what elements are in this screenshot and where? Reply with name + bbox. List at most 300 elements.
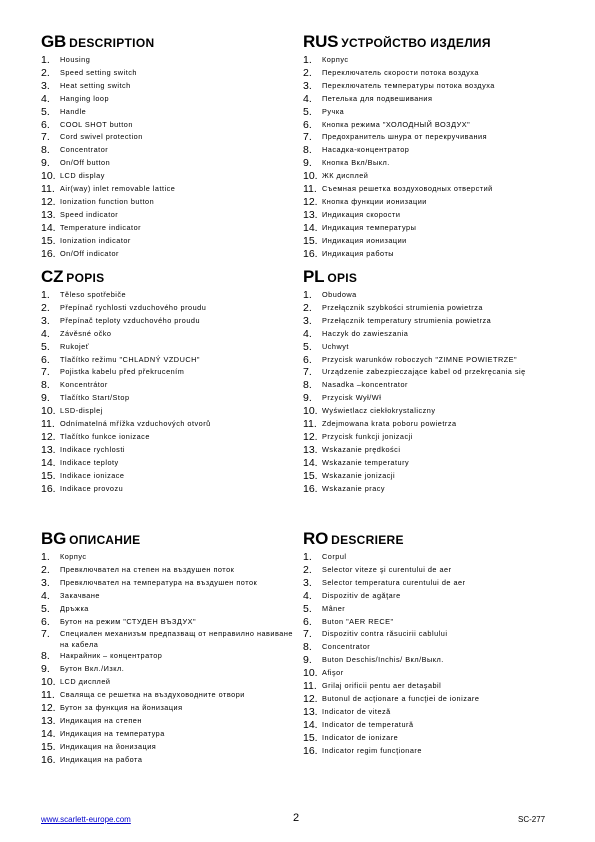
list-item	[303, 196, 565, 209]
section-cz	[41, 267, 303, 496]
item-number: 5.	[303, 105, 312, 118]
item-number: 1.	[303, 551, 312, 563]
list-item	[303, 745, 565, 758]
parts-list	[41, 54, 303, 261]
item-label: Indicator regim funcţionare	[322, 745, 422, 755]
parts-list	[41, 289, 303, 496]
item-label: Speed indicator	[60, 209, 119, 219]
section-title	[303, 267, 565, 289]
item-number: 1.	[303, 289, 312, 301]
item-number: 16.	[303, 744, 318, 757]
item-label: Закачване	[60, 590, 100, 600]
parts-list	[303, 551, 565, 758]
list-item	[41, 157, 303, 170]
item-number: 4.	[41, 327, 50, 340]
item-number: 11.	[303, 183, 317, 196]
item-number: 15.	[41, 740, 56, 753]
list-item	[303, 106, 565, 119]
item-label: Odnímatelná mřížka vzduchových otvorů	[60, 419, 211, 429]
item-label: LCD дисплей	[60, 677, 111, 687]
section-heading: DESCRIERE	[331, 533, 404, 547]
item-label: On/Off button	[60, 158, 111, 168]
list-item	[41, 577, 303, 590]
list-item	[303, 93, 565, 106]
list-item	[41, 80, 303, 93]
website-link[interactable]: www.scarlett-europe.com	[41, 815, 131, 824]
section-gb	[41, 32, 303, 261]
item-label: Tlačítko funkce ionizace	[60, 431, 150, 441]
item-number: 9.	[303, 392, 312, 405]
list-item	[41, 728, 303, 741]
item-label: Rukojeť	[60, 341, 89, 351]
item-label: Кнопка Вкл/Выкл.	[322, 158, 390, 168]
section-heading: DESCRIPTION	[69, 36, 155, 50]
item-label: Buton Deschis/Inchis/ Вкл/Выкл.	[322, 655, 444, 665]
item-number: 3.	[303, 314, 312, 327]
item-label: Uchwyt	[322, 341, 349, 351]
item-label: Ionization function button	[60, 196, 155, 206]
item-label: Петелька для подвешивания	[322, 93, 433, 103]
item-label: Переключатель температуры потока воздуха	[322, 80, 495, 90]
item-label: Obudowa	[322, 290, 357, 299]
item-number: 12.	[41, 430, 56, 443]
item-label: Selector viteze şi curentului de aer	[322, 564, 452, 574]
item-label: Индикация на йонизация	[60, 741, 157, 751]
list-item	[303, 693, 565, 706]
item-number: 15.	[303, 469, 318, 482]
language-code: CZ	[41, 267, 64, 286]
item-number: 7.	[41, 366, 50, 379]
item-label: Nasadka –koncentrator	[322, 380, 408, 390]
language-code: PL	[303, 267, 325, 286]
list-item	[303, 302, 565, 315]
list-item	[41, 616, 303, 629]
list-item	[41, 444, 303, 457]
item-label: Съемная решетка воздуховодных отверстий	[322, 184, 493, 194]
list-item	[41, 119, 303, 132]
item-number: 7.	[303, 131, 312, 144]
item-number: 4.	[41, 92, 50, 105]
item-label: Těleso spotřebiče	[60, 290, 127, 299]
item-label: On/Off indicator	[60, 248, 119, 258]
item-label: ЖК дисплей	[322, 171, 369, 181]
item-label: Závěsné očko	[60, 328, 112, 338]
list-item	[303, 235, 565, 248]
item-number: 12.	[303, 195, 318, 208]
item-label: Przycisk Wył/Wł	[322, 393, 382, 403]
item-number: 10.	[41, 170, 56, 183]
item-label: Dispozitiv contra răsucirii cablului	[322, 629, 448, 639]
list-item	[303, 248, 565, 261]
item-label: Корпус	[322, 55, 349, 64]
list-item	[303, 144, 565, 157]
section-heading: ОПИСАНИЕ	[69, 533, 141, 547]
list-item	[303, 444, 565, 457]
item-label: Přepínač rychlosti vzduchového proudu	[60, 302, 207, 312]
item-label: Indicator de temperatură	[322, 719, 414, 729]
item-label: Tlačítko režimu "CHLADNÝ VZDUCH"	[60, 354, 200, 364]
item-number: 11.	[303, 680, 317, 693]
item-number: 14.	[41, 456, 56, 469]
item-label: Butonul de acţionare a funcţiei de ionizare	[322, 693, 480, 703]
item-label: Корпус	[60, 552, 87, 561]
item-number: 5.	[41, 105, 50, 118]
item-label: Zdejmowana krata poboru powietrza	[322, 419, 457, 429]
item-number: 10.	[303, 405, 318, 418]
list-item	[303, 315, 565, 328]
list-item	[303, 392, 565, 405]
list-item	[41, 54, 303, 67]
item-number: 15.	[303, 234, 318, 247]
item-label: LSD-displej	[60, 406, 103, 416]
item-number: 3.	[303, 79, 312, 92]
list-item	[41, 702, 303, 715]
item-label: Housing	[60, 55, 91, 64]
item-number: 13.	[41, 714, 56, 727]
list-item	[41, 741, 303, 754]
item-number: 5.	[41, 602, 50, 615]
list-item	[303, 641, 565, 654]
item-number: 8.	[41, 379, 50, 392]
list-item	[303, 732, 565, 745]
parts-list	[41, 551, 303, 767]
list-item	[303, 457, 565, 470]
item-label: Přepínač teploty vzduchového proudu	[60, 315, 201, 325]
item-number: 15.	[41, 234, 56, 247]
list-item	[41, 405, 303, 418]
list-item	[41, 366, 303, 379]
list-item	[41, 754, 303, 767]
list-item	[41, 483, 303, 496]
list-item	[303, 418, 565, 431]
section-title	[41, 267, 303, 289]
item-number: 5.	[303, 340, 312, 353]
language-code: RUS	[303, 32, 339, 51]
item-label: Tlačítko Start/Stop	[60, 393, 130, 403]
list-item	[41, 170, 303, 183]
item-number: 8.	[41, 144, 50, 157]
list-item	[303, 654, 565, 667]
item-label: Buton "AER RECE"	[322, 616, 394, 626]
item-label: Concentrator	[322, 642, 371, 652]
list-item	[303, 80, 565, 93]
section-title	[303, 529, 565, 551]
item-label: Бутон Вкл./Изкл.	[60, 664, 125, 674]
list-item	[41, 289, 303, 302]
list-item	[41, 551, 303, 564]
section-heading: POPIS	[66, 271, 105, 285]
list-item	[303, 431, 565, 444]
list-item	[41, 131, 303, 144]
item-label: COOL SHOT button	[60, 119, 133, 129]
item-label: Wskazanie jonizacji	[322, 470, 396, 480]
list-item	[303, 590, 565, 603]
parts-list	[303, 54, 565, 261]
item-number: 2.	[41, 301, 50, 314]
list-item	[303, 564, 565, 577]
list-item	[41, 603, 303, 616]
item-number: 7.	[41, 131, 50, 144]
item-number: 8.	[303, 144, 312, 157]
item-label: Corpul	[322, 552, 347, 561]
item-label: LCD display	[60, 171, 105, 181]
item-number: 11.	[41, 689, 55, 702]
list-item	[303, 616, 565, 629]
item-number: 7.	[303, 366, 312, 379]
item-number: 5.	[303, 602, 312, 615]
item-label: Wskazanie temperatury	[322, 457, 410, 467]
item-number: 16.	[41, 482, 56, 495]
list-item	[303, 603, 565, 616]
list-item	[303, 483, 565, 496]
item-number: 3.	[41, 576, 50, 589]
item-number: 15.	[303, 731, 318, 744]
item-label: Индикация на температура	[60, 728, 165, 738]
item-number: 16.	[41, 247, 56, 260]
list-item	[303, 209, 565, 222]
item-label: Переключатель скорости потока воздуха	[322, 67, 479, 77]
list-item	[303, 680, 565, 693]
list-item	[303, 706, 565, 719]
list-item	[41, 650, 303, 663]
item-number: 9.	[41, 663, 50, 676]
list-item	[41, 183, 303, 196]
list-item	[303, 67, 565, 80]
item-number: 4.	[303, 327, 312, 340]
item-number: 2.	[303, 301, 312, 314]
list-item	[303, 628, 565, 641]
item-number: 6.	[41, 118, 50, 131]
section-ro	[303, 529, 565, 758]
language-code: RO	[303, 529, 329, 548]
list-item	[41, 93, 303, 106]
item-number: 14.	[41, 221, 56, 234]
list-item	[41, 144, 303, 157]
item-label: Urządzenie zabezpieczające kabel od przekręcania się	[322, 367, 526, 377]
list-item	[303, 222, 565, 235]
list-item	[41, 689, 303, 702]
item-number: 13.	[41, 208, 56, 221]
item-number: 12.	[41, 702, 56, 715]
item-label: Handle	[60, 106, 87, 116]
list-item	[41, 715, 303, 728]
page-footer	[0, 812, 595, 832]
list-item	[41, 663, 303, 676]
item-label: Afişor	[322, 668, 344, 678]
section-heading: OPIS	[327, 271, 358, 285]
list-item	[303, 551, 565, 564]
list-item	[41, 302, 303, 315]
item-label: Concentrator	[60, 145, 109, 155]
item-label: Indikace rychlosti	[60, 444, 125, 454]
list-item	[303, 289, 565, 302]
list-item	[303, 328, 565, 341]
list-item	[41, 67, 303, 80]
item-label: Индикация работы	[322, 248, 395, 258]
item-number: 6.	[303, 118, 312, 131]
section-heading: УСТРОЙСТВО ИЗДЕЛИЯ	[341, 36, 491, 50]
item-label: Wskazanie prędkości	[322, 444, 401, 454]
list-item	[41, 590, 303, 603]
list-item	[303, 379, 565, 392]
item-number: 11.	[303, 418, 317, 431]
item-label: Wskazanie pracy	[322, 483, 386, 493]
item-number: 14.	[303, 718, 318, 731]
list-item	[303, 719, 565, 732]
list-item	[41, 628, 303, 650]
item-number: 12.	[303, 692, 318, 705]
item-label: Сваляща се решетка на въздуховодните отвори	[60, 690, 245, 700]
list-item	[303, 183, 565, 196]
item-number: 6.	[41, 615, 50, 628]
item-label: Przycisk warunków roboczych "ZIMNE POWIETRZE"	[322, 354, 518, 364]
page-number: 2	[293, 812, 300, 824]
item-number: 4.	[303, 92, 312, 105]
item-label: Pojistka kabelu před překrucením	[60, 367, 185, 377]
list-item	[41, 209, 303, 222]
list-item	[303, 470, 565, 483]
item-label: Дръжка	[60, 603, 89, 613]
item-number: 16.	[41, 753, 56, 766]
item-number: 2.	[41, 66, 50, 79]
list-item	[41, 457, 303, 470]
item-label: Превключвател на степен на въздушен поток	[60, 564, 235, 574]
item-label: Wyświetlacz ciekłokrystaliczny	[322, 406, 436, 416]
item-number: 5.	[41, 340, 50, 353]
item-label: Превключвател на температура на въздушен поток	[60, 577, 258, 587]
item-number: 10.	[303, 667, 318, 680]
item-label: Бутон за функция на йонизация	[60, 703, 183, 713]
item-number: 10.	[41, 676, 56, 689]
list-item	[41, 354, 303, 367]
item-label: Индикация скорости	[322, 209, 401, 219]
item-number: 14.	[303, 456, 318, 469]
item-number: 3.	[41, 79, 50, 92]
item-number: 3.	[303, 576, 312, 589]
item-number: 1.	[303, 54, 312, 66]
item-label: Grilaj orificii pentu aer detaşabil	[322, 681, 442, 691]
item-number: 2.	[303, 66, 312, 79]
list-item	[41, 341, 303, 354]
item-number: 1.	[41, 289, 50, 301]
section-bg	[41, 529, 303, 767]
item-number: 8.	[41, 650, 50, 663]
section-title	[303, 32, 565, 54]
item-number: 12.	[41, 195, 56, 208]
item-label: Индикация на степен	[60, 715, 142, 725]
item-label: Haczyk do zawieszania	[322, 328, 409, 338]
item-number: 14.	[41, 727, 56, 740]
item-number: 11.	[41, 183, 55, 196]
item-label: Кнопка функции ионизации	[322, 196, 427, 206]
list-item	[41, 379, 303, 392]
item-label: Indikace provozu	[60, 483, 124, 493]
item-label: Indicator de viteză	[322, 706, 391, 716]
item-number: 3.	[41, 314, 50, 327]
item-label: Индикация температуры	[322, 222, 417, 232]
item-number: 1.	[41, 54, 50, 66]
item-label: Индикация на работа	[60, 754, 143, 764]
list-item	[303, 405, 565, 418]
item-label: Насадка-концентратор	[322, 145, 410, 155]
item-number: 15.	[41, 469, 56, 482]
item-number: 9.	[41, 157, 50, 170]
list-item	[303, 119, 565, 132]
item-number: 13.	[303, 208, 318, 221]
item-label: Ionization indicator	[60, 235, 131, 245]
item-number: 10.	[303, 170, 318, 183]
list-item	[303, 157, 565, 170]
item-label: Przełącznik szybkości strumienia powietrza	[322, 302, 483, 312]
item-label: Mâner	[322, 603, 346, 613]
list-item	[303, 577, 565, 590]
item-number: 9.	[41, 392, 50, 405]
item-label: Koncentrátor	[60, 380, 108, 390]
item-number: 11.	[41, 418, 55, 431]
item-label: Indikace ionizace	[60, 470, 125, 480]
item-label: Hanging loop	[60, 93, 110, 103]
item-label: Temperature indicator	[60, 222, 142, 232]
item-number: 14.	[303, 221, 318, 234]
item-number: 13.	[41, 443, 56, 456]
item-label: Przełącznik temperatury strumienia powietrza	[322, 315, 492, 325]
parts-list	[303, 289, 565, 496]
list-item	[303, 131, 565, 144]
list-item	[303, 366, 565, 379]
item-number: 13.	[303, 443, 318, 456]
item-label: Накрайник – концентратор	[60, 651, 163, 661]
section-title	[41, 529, 303, 551]
list-item	[303, 341, 565, 354]
item-label: Dispozitiv de agăţare	[322, 590, 401, 600]
item-label: Speed setting switch	[60, 67, 137, 77]
item-number: 8.	[303, 379, 312, 392]
item-number: 2.	[303, 563, 312, 576]
list-item	[41, 418, 303, 431]
list-item	[41, 676, 303, 689]
list-item	[41, 222, 303, 235]
section-pl	[303, 267, 565, 496]
item-number: 7.	[303, 628, 312, 641]
item-label: Бутон на режим "СТУДЕН ВЪЗДУХ"	[60, 616, 197, 626]
list-item	[41, 564, 303, 577]
item-number: 6.	[41, 353, 50, 366]
item-label: Heat setting switch	[60, 80, 131, 90]
item-label: Przycisk funkcji jonizacji	[322, 431, 413, 441]
item-number: 1.	[41, 551, 50, 563]
item-number: 4.	[303, 589, 312, 602]
list-item	[303, 667, 565, 680]
item-label: Indicator de ionizare	[322, 732, 399, 742]
item-label: Air(way) inlet removable lattice	[60, 184, 176, 194]
list-item	[41, 470, 303, 483]
list-item	[41, 431, 303, 444]
list-item	[41, 248, 303, 261]
item-label: Индикация ионизации	[322, 235, 407, 245]
item-number: 9.	[303, 157, 312, 170]
list-item	[303, 170, 565, 183]
item-number: 9.	[303, 654, 312, 667]
section-rus	[303, 32, 565, 261]
section-title	[41, 32, 303, 54]
model-number: SC-277	[518, 815, 546, 824]
item-number: 7.	[41, 628, 50, 641]
item-label: Selector temperatura curentului de aer	[322, 577, 466, 587]
item-label: Специален механизъм предпазващ от неправилно навиване на кабела	[60, 629, 293, 649]
item-label: Cord swivel protection	[60, 132, 143, 142]
item-label: Предохранитель шнура от перекручивания	[322, 132, 488, 142]
list-item	[41, 315, 303, 328]
